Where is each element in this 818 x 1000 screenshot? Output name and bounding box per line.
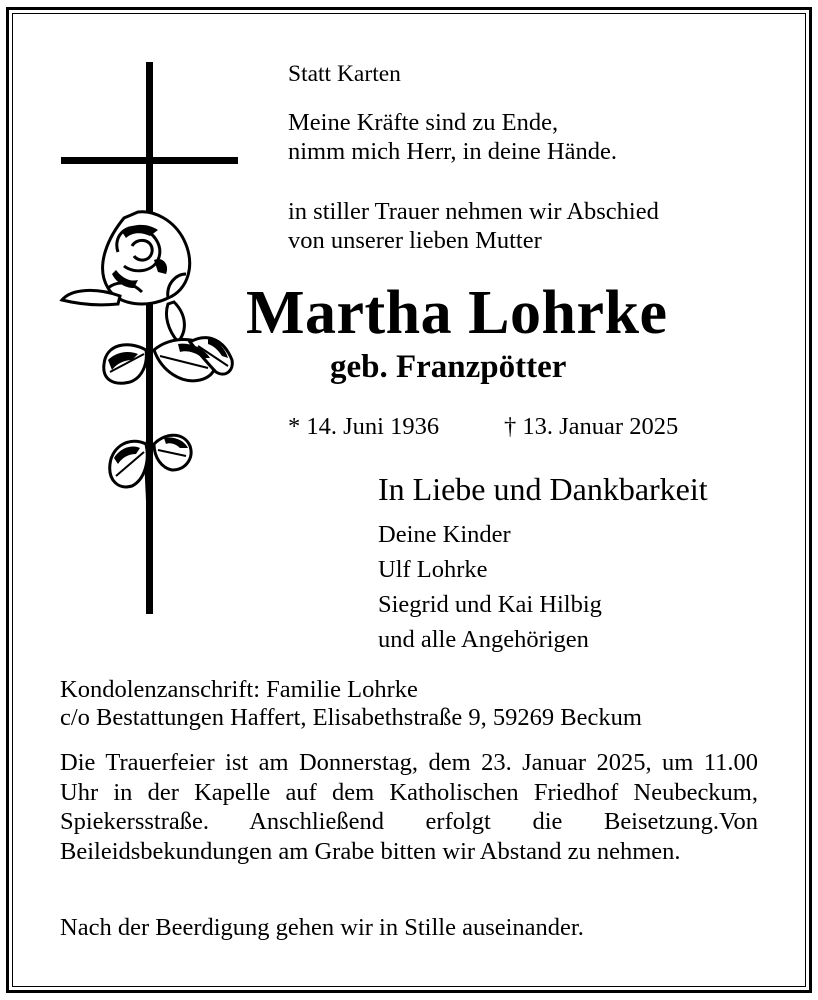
birth-date: * 14. Juni 1936: [288, 413, 440, 440]
cross-with-rose-icon: [58, 60, 243, 616]
mourner-line: Siegrid und Kai Hilbig: [378, 591, 602, 618]
condolence-address-line-2: c/o Bestattungen Haffert, Elisabethstraße 9, 59269 Beckum: [60, 704, 642, 731]
condolence-address-line-1: Kondolenzanschrift: Familie Lohrke: [60, 676, 418, 703]
deceased-name: Martha Lohrke: [246, 279, 668, 347]
verse-line-2: nimm mich Herr, in deine Hände.: [288, 138, 617, 165]
mourner-line: Ulf Lohrke: [378, 556, 488, 583]
intro-line-1: in stiller Trauer nehmen wir Abschied: [288, 198, 659, 225]
mourners-heading: In Liebe und Dankbarkeit: [378, 471, 708, 507]
mourner-line: Deine Kinder: [378, 521, 511, 548]
verse-line-1: Meine Kräfte sind zu Ende,: [288, 109, 559, 136]
intro-line-2: von unserer lieben Mutter: [288, 227, 542, 254]
maiden-name: geb. Franzpötter: [330, 349, 567, 385]
statt-karten-label: Statt Karten: [288, 61, 401, 87]
death-date: † 13. Januar 2025: [504, 413, 679, 440]
ceremony-paragraph: Die Trauerfeier ist am Donnerstag, dem 23. Januar 2025, um 11.00 Uhr in der Kapelle auf dem Katholischen Friedhof Neubeckum, Spiekersstraße. Anschließend erfolgt die Beisetzung.Von Beileidsbekundungen am Grabe bitten wir Abstand zu nehmen.: [60, 749, 758, 865]
closing-line: Nach der Beerdigung gehen wir in Stille auseinander.: [60, 914, 584, 941]
mourner-line: und alle Angehörigen: [378, 626, 589, 653]
